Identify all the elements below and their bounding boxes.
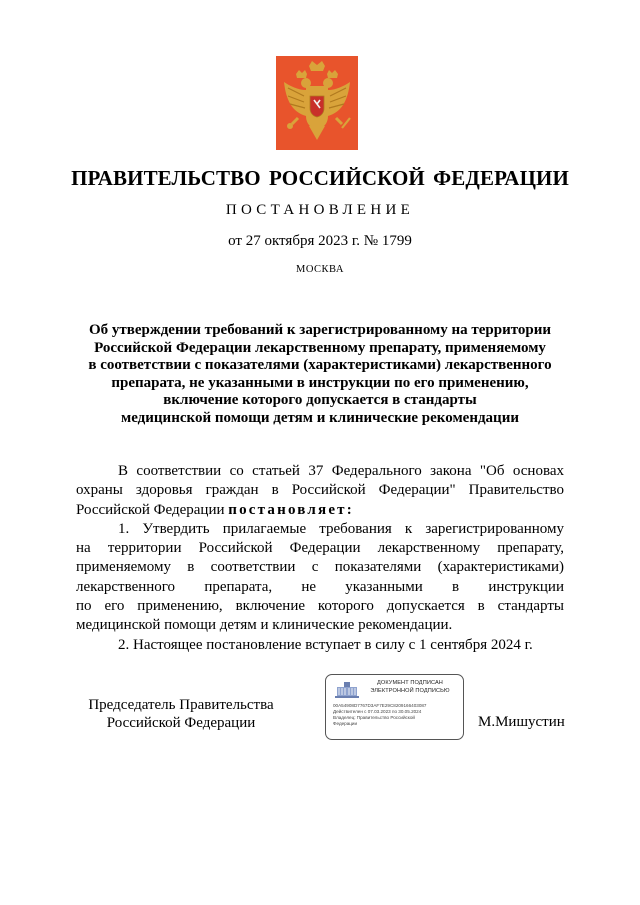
subject-line: включение которого допускается в стандарты — [163, 392, 477, 408]
stamp-owner: Владелец: Правительство Российской — [333, 715, 415, 720]
body-line: 1. Утвердить прилагаемые требования к зарегистрированному — [118, 520, 564, 537]
subject-line: Российской Федерации лекарственному препарату, применяемому — [94, 339, 546, 356]
government-title: ПРАВИТЕЛЬСТВО РОССИЙСКОЙ ФЕДЕРАЦИИ — [71, 166, 569, 190]
subject-line: медицинской помощи детям и клинические рекомендации — [121, 409, 519, 426]
body-line: на территории Российской Федерации лекарственному препарату, — [76, 540, 564, 557]
stamp-validity: Действителен с 07.03.2023 по 30.05.2024 — [333, 709, 422, 714]
stamp-title — [362, 680, 458, 695]
body-line: лекарственного препарата, не указанными в инструкции — [76, 578, 564, 595]
document-city: МОСКВА — [296, 264, 344, 275]
signer-name: М.Мишустин — [478, 714, 565, 730]
signer-position-line: Российской Федерации — [106, 715, 256, 731]
preamble-end: Российской Федерации — [76, 501, 225, 518]
stamp-title-line: ДОКУМЕНТ ПОДПИСАН — [377, 680, 443, 686]
document-subject — [70, 322, 570, 427]
signer-position — [76, 696, 286, 732]
decree-word: постановляет: — [228, 501, 354, 518]
government-building-icon — [334, 681, 360, 699]
coat-of-arms-icon — [276, 56, 358, 150]
body-line: охраны здоровья граждан в Российской Федерации" Правительство — [76, 482, 564, 499]
subject-line: в соответствии с показателями (характеристиками) лекарственного — [88, 357, 552, 373]
signer-position-line: Председатель Правительства — [88, 697, 274, 713]
document-date-number: от 27 октября 2023 г. № 1799 — [228, 233, 412, 249]
subject-line: препарата, не указанными в инструкции по его применению, — [111, 374, 529, 391]
subject-line: Об утверждении требований к зарегистрированному на территории — [88, 322, 552, 338]
stamp-title-line: ЭЛЕКТРОННОЙ ПОДПИСЬЮ — [370, 687, 450, 694]
body-line: 2. Настоящее постановление вступает в силу с 1 сентября 2024 г. — [118, 636, 533, 653]
stamp-owner: Федерации — [333, 721, 358, 726]
electronic-signature-stamp — [325, 674, 464, 740]
body-line: В соответствии со статьей 37 Федерального закона "Об основах — [118, 463, 564, 479]
stamp-certificate: 00A54908D7767D3AF7E29C8209166403087 — [333, 703, 427, 708]
body-line: медицинской помощи детям и клинические рекомендации. — [76, 617, 453, 634]
document-type: ПОСТАНОВЛЕНИЕ — [225, 202, 415, 218]
stamp-details — [333, 703, 459, 727]
document-body — [76, 462, 564, 655]
body-line: применяемому в соответствии с показателями (характеристиками) — [76, 559, 564, 576]
body-line: по его применению, включение которого допускается в стандарты — [76, 598, 564, 615]
body-line — [76, 501, 564, 520]
